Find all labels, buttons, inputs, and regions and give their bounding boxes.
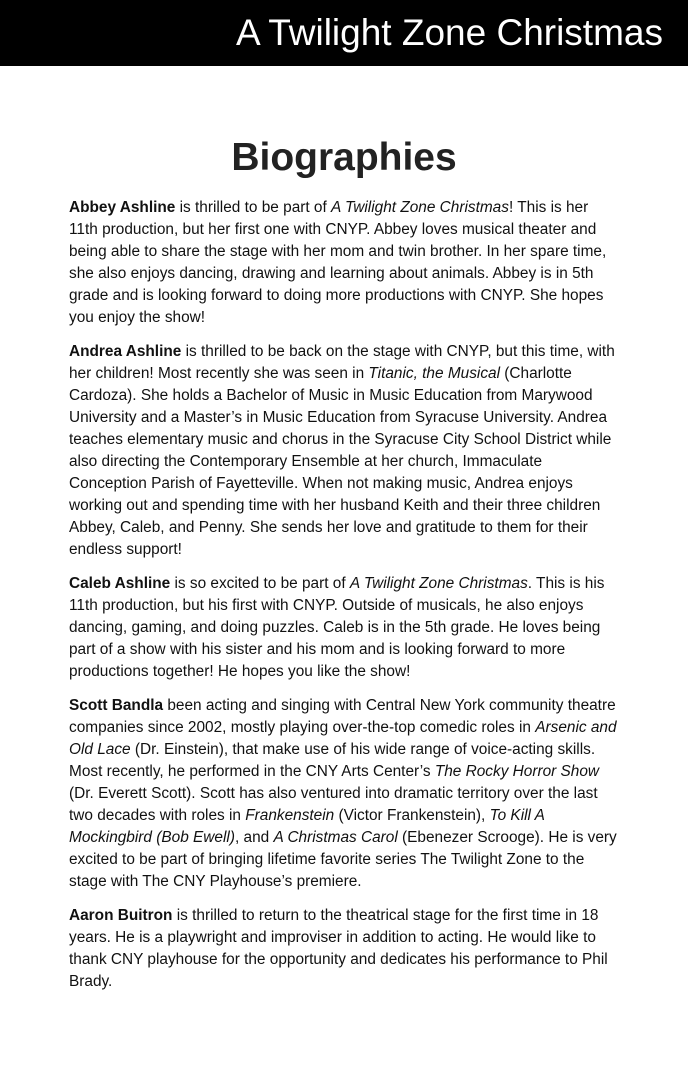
bio-text: (Victor Frankenstein),: [334, 807, 490, 824]
bio-caleb-ashline: [69, 573, 621, 683]
bio-text: been acting and singing with Central New York community theatre companies since 2002, mostly playing over-the-top comedic roles in: [69, 697, 616, 736]
bio-name: Caleb Ashline: [69, 575, 171, 592]
bio-text: is thrilled to return to the theatrical stage for the first time in 18 years. He is a playwright and improviser in addition to acting. He would like to thank CNY playhouse for the opportunity and dedicates his performance to Phil Brady.: [69, 907, 608, 990]
page-title: Biographies: [231, 136, 457, 180]
bio-italic-title: Titanic, the Musical: [368, 365, 500, 382]
bio-italic-title: A Twilight Zone Christmas: [331, 199, 509, 216]
bio-text: ! This is her 11th production, but her first one with CNYP. Abbey loves musical theater and being able to share the stage with her mom and twin brother. In her spare time, she also enjoys dancing, drawing and learning about animals. Abbey is in 5th grade and is looking forward to doing more productions with CNYP. She hopes you enjoy the show!: [69, 199, 607, 326]
bio-name: Scott Bandla: [69, 697, 164, 714]
bio-text: is thrilled to be back on the stage with CNYP, but this time, with her children! Most recently she was seen in: [69, 343, 615, 382]
bio-italic-title: The Rocky Horror Show: [434, 763, 600, 780]
header-title: A Twilight Zone Christmas: [235, 12, 663, 53]
bio-text: (Dr. Einstein), that make use of his wide range of voice-acting skills. Most recently, he performed in the CNY Arts Center’s: [69, 741, 596, 780]
bio-andrea-ashline: [69, 341, 621, 561]
bio-aaron-buitron: [69, 905, 621, 993]
bio-list: [69, 197, 621, 1005]
bio-italic-title: To Kill A Mockingbird (Bob Ewell): [69, 807, 545, 846]
bio-text: (Charlotte Cardoza). She holds a Bachelor of Music in Music Education from Marywood University and a Master’s in Music Education from Syracuse University. Andrea teaches elementary music and chorus in the Syracuse City School District while also directing the Contemporary Ensemble at her church, Immaculate Conception Parish of Fayetteville. When not making music, Andrea enjoys working out and spending time with her husband Keith and their three children Abbey, Caleb, and Penny. She sends her love and gratitude to them for their endless support!: [69, 365, 612, 558]
bio-italic-title: Arsenic and Old Lace: [69, 719, 617, 758]
bio-name: Abbey Ashline: [69, 199, 176, 216]
bio-text: is thrilled to be part of: [175, 199, 332, 216]
bio-abbey-ashline: [69, 197, 621, 329]
bio-text: (Ebenezer Scrooge). He is very excited to be part of bringing lifetime favorite series The Twilight Zone to the stage with The CNY Playhouse’s premiere.: [69, 829, 617, 890]
header-bar: [0, 0, 688, 66]
bio-scott-bandla: [69, 695, 621, 893]
bio-name: Andrea Ashline: [69, 343, 182, 360]
bio-text: is so excited to be part of: [170, 575, 350, 592]
bio-italic-title: A Twilight Zone Christmas: [349, 575, 528, 592]
bio-italic-title: A Christmas Carol: [273, 829, 398, 846]
bio-text: . This is his 11th production, but his first with CNYP. Outside of musicals, he also enjoys dancing, gaming, and doing puzzles. Caleb is in the 5th grade. He loves being part of a show with his sister and his mom and is looking forward to more productions together! He hopes you like the show!: [69, 575, 605, 680]
bio-italic-title: Frankenstein: [245, 807, 335, 824]
bio-text: (Dr. Everett Scott). Scott has also ventured into dramatic territory over the last two decades with roles in: [69, 785, 598, 824]
bio-name: Aaron Buitron: [69, 907, 173, 924]
bio-text: , and: [234, 829, 274, 846]
